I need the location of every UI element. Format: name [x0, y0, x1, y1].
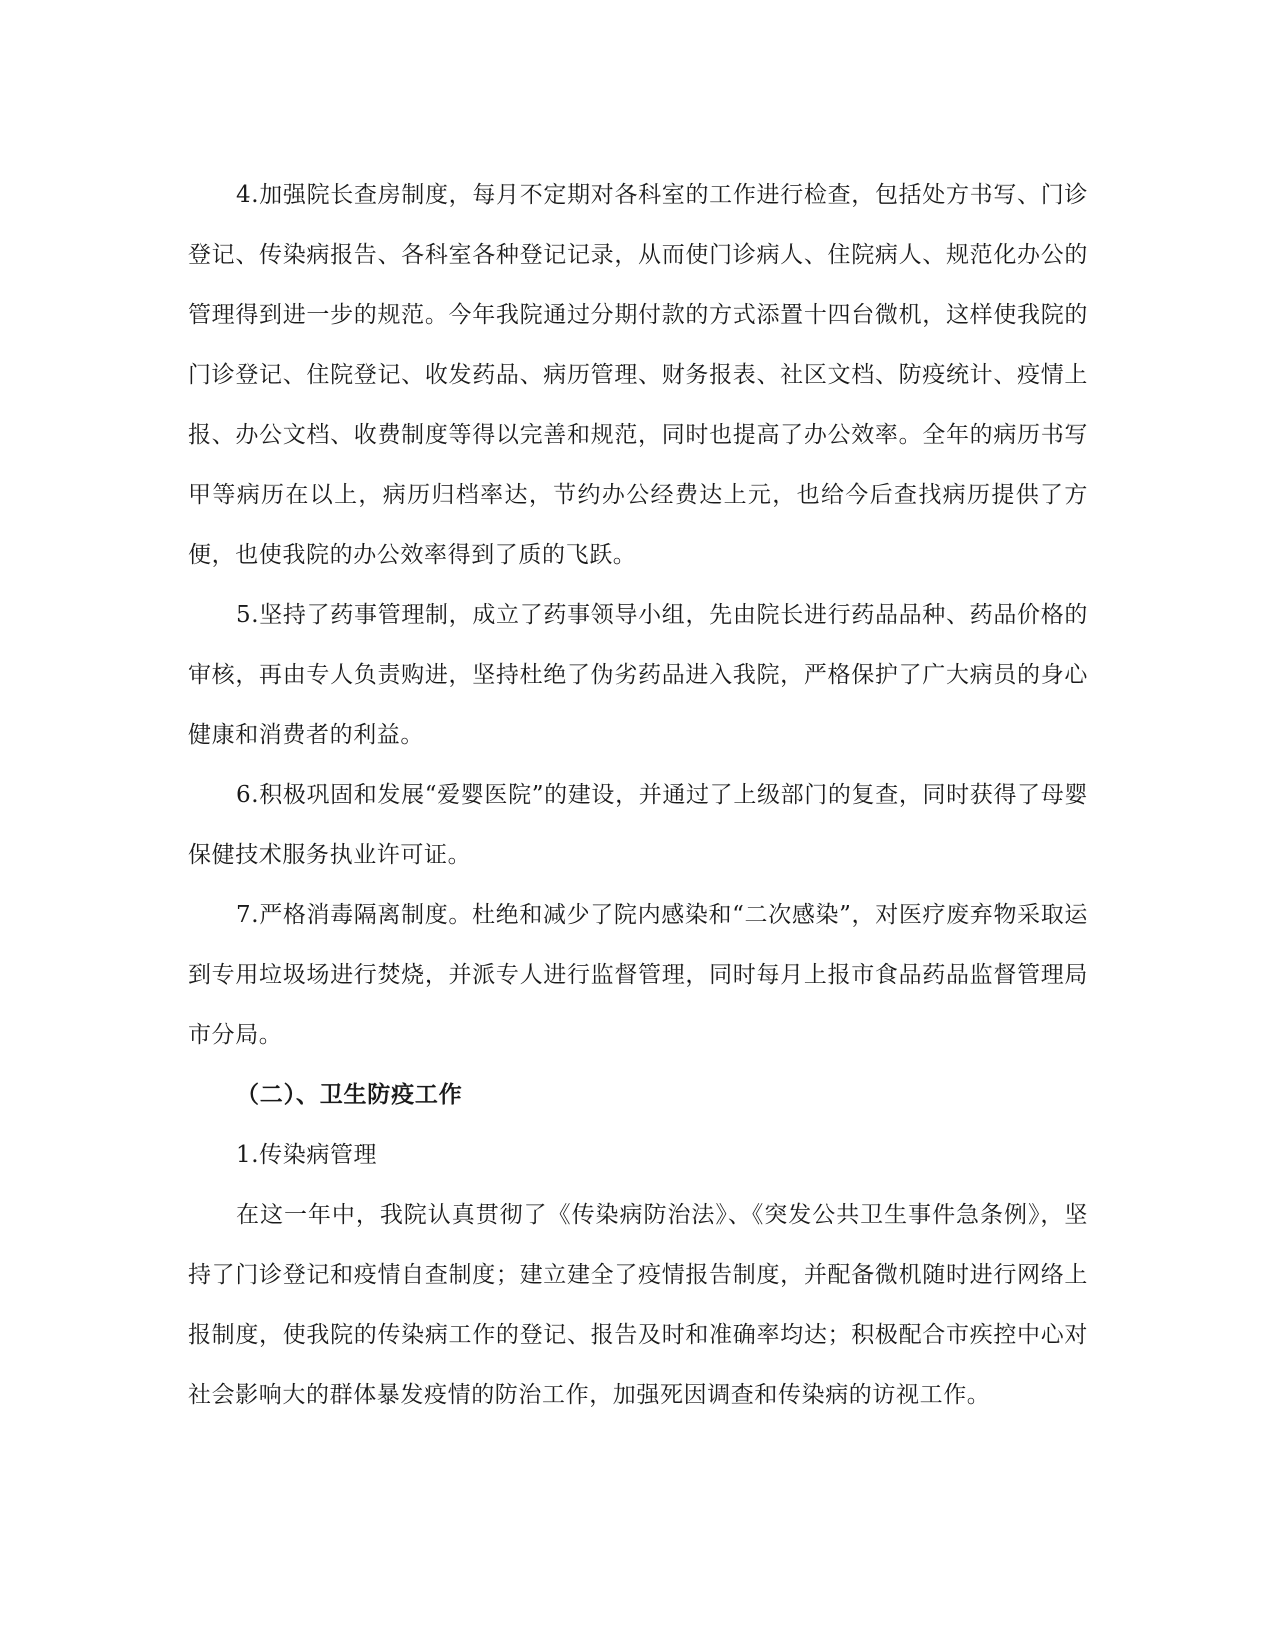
paragraph-ward-rounds: 4.加强院长查房制度，每月不定期对各科室的工作进行检查，包括处方书写、门诊登记、传染病报告、各科室各种登记记录，从而使门诊病人、住院病人、规范化办公的管理得到进一步的规范。今年我院通过分期付款的方式添置十四台微机，这样使我院的门诊登记、住院登记、收发药品、病历管理、财务报表、社区文档、防疫统计、疫情上报、办公文档、收费制度等得以完善和规范，同时也提高了办公效率。全年的病历书写甲等病历在以上，病历归档率达，节约办公经费达上元，也给今后查找病历提供了方便，也使我院的办公效率得到了质的飞跃。 — [188, 182, 1088, 568]
paragraph-infectious-disease-management: 在这一年中，我院认真贯彻了《传染病防治法》、《突发公共卫生事件急条例》，坚持了门诊登记和疫情自查制度；建立建全了疫情报告制度，并配备微机随时进行网络上报制度，使我院的传染病工作的登记、报告及时和准确率均达；积极配合市疾控中心对社会影响大的群体暴发疫情的防治工作，加强死因调查和传染病的访视工作。 — [188, 1202, 1088, 1408]
document-body — [188, 165, 1088, 1425]
paragraph-baby-friendly-hospital: 6.积极巩固和发展“爱婴医院”的建设，并通过了上级部门的复查，同时获得了母婴保健技术服务执业许可证。 — [188, 782, 1088, 868]
section-heading-epidemic-prevention: （二）、卫生防疫工作 — [236, 1082, 463, 1108]
paragraph-disinfection-isolation: 7.严格消毒隔离制度。杜绝和减少了院内感染和“二次感染”，对医疗废弃物采取运到专用垃圾场进行焚烧，并派专人进行监督管理，同时每月上报市食品药品监督管理局市分局。 — [188, 902, 1088, 1048]
subsection-heading-infectious-disease: 1.传染病管理 — [236, 1142, 378, 1168]
paragraph-pharmacy-management: 5.坚持了药事管理制，成立了药事领导小组，先由院长进行药品品种、药品价格的审核，再由专人负责购进，坚持杜绝了伪劣药品进入我院，严格保护了广大病员的身心健康和消费者的利益。 — [188, 602, 1088, 748]
